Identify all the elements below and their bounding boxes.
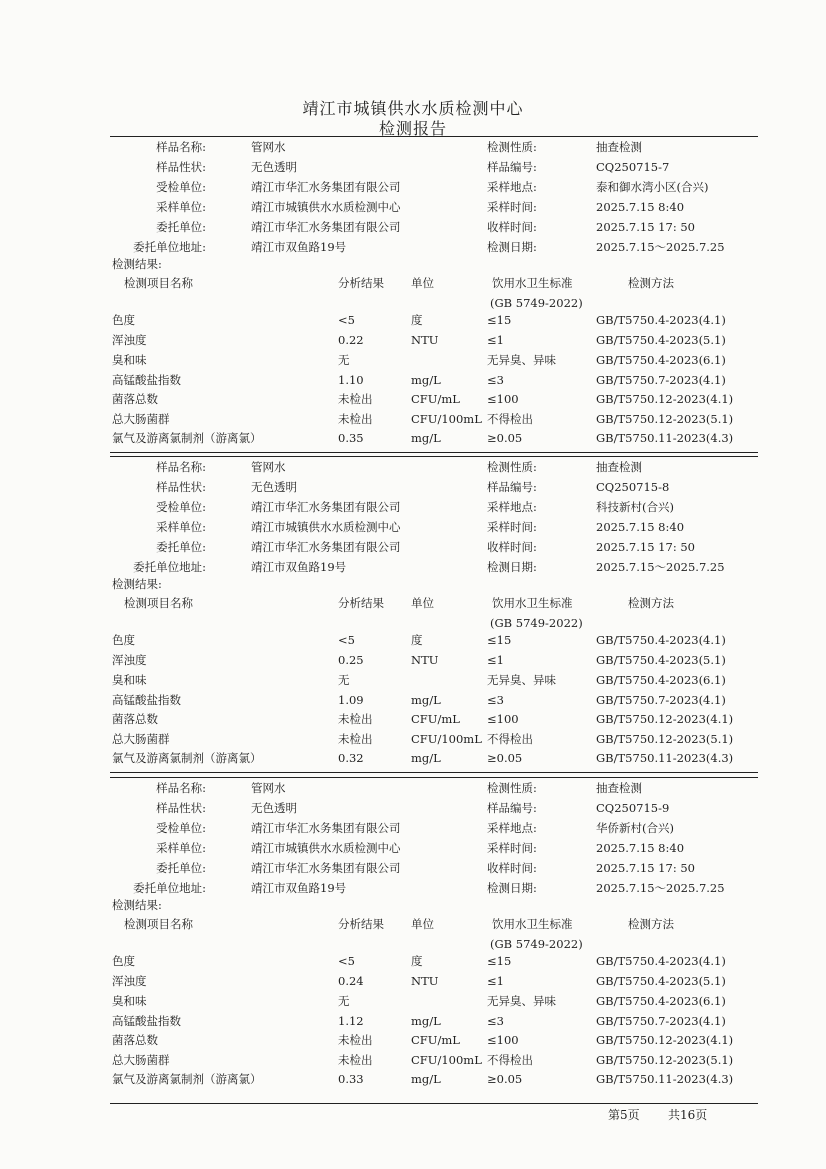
- field-value-sample-trait: 无色透明: [251, 160, 297, 174]
- column-header-unit: 单位: [411, 917, 434, 931]
- cell-item: 高锰酸盐指数: [112, 693, 181, 707]
- cell-method: GB/T5750.4-2023(5.1): [596, 974, 726, 988]
- field-label-inspected-unit: 受检单位:: [156, 500, 206, 514]
- cell-method: GB/T5750.12-2023(5.1): [596, 1053, 734, 1067]
- report-doc-title: 检测报告: [378, 119, 447, 138]
- field-value-sampling-time: 2025.7.15 8:40: [596, 520, 685, 534]
- column-header-standard-sub: (GB 5749-2022): [490, 296, 583, 310]
- page-total: 共16页: [668, 1108, 708, 1122]
- cell-result: 无: [338, 673, 350, 687]
- cell-item: 高锰酸盐指数: [112, 1014, 181, 1028]
- field-label-sample-no: 样品编号:: [487, 480, 537, 494]
- field-label-sample-name: 样品名称:: [156, 460, 206, 474]
- field-label-sample-trait: 样品性状:: [156, 801, 206, 815]
- column-header-standard: 饮用水卫生标准: [492, 917, 573, 931]
- cell-standard: ≥0.05: [487, 431, 523, 445]
- cell-result: 未检出: [338, 392, 373, 406]
- cell-method: GB/T5750.11-2023(4.3): [596, 751, 734, 765]
- field-label-client-address: 委托单位地址:: [133, 240, 206, 254]
- field-value-client-unit: 靖江市华汇水务集团有限公司: [251, 861, 401, 875]
- field-label-test-nature: 检测性质:: [487, 140, 537, 154]
- cell-unit: NTU: [411, 653, 439, 667]
- column-header-method: 检测方法: [628, 917, 674, 931]
- cell-standard: 无异臭、异味: [487, 673, 556, 687]
- field-label-test-date: 检测日期:: [487, 240, 537, 254]
- field-value-receive-time: 2025.7.15 17: 50: [596, 220, 695, 234]
- cell-result: 未检出: [338, 1053, 373, 1067]
- cell-result: 未检出: [338, 732, 373, 746]
- cell-unit: 度: [411, 954, 423, 968]
- cell-method: GB/T5750.11-2023(4.3): [596, 431, 734, 445]
- cell-item: 浑浊度: [112, 333, 147, 347]
- field-label-client-address: 委托单位地址:: [133, 881, 206, 895]
- column-header-method: 检测方法: [628, 596, 674, 610]
- field-value-test-nature: 抽查检测: [596, 140, 642, 154]
- cell-result: 未检出: [338, 412, 373, 426]
- cell-result: 1.09: [338, 693, 364, 707]
- column-header-result: 分析结果: [338, 276, 384, 290]
- cell-item: 菌落总数: [112, 392, 158, 406]
- column-header-standard-sub: (GB 5749-2022): [490, 937, 583, 951]
- field-label-test-nature: 检测性质:: [487, 460, 537, 474]
- cell-result: <5: [338, 633, 355, 647]
- cell-item: 色度: [112, 313, 135, 327]
- cell-result: 1.10: [338, 373, 364, 387]
- column-header-item: 检测项目名称: [124, 276, 193, 290]
- field-value-sample-no: CQ250715-8: [596, 480, 670, 494]
- report-org-title: 靖江市城镇供水水质检测中心: [302, 99, 524, 118]
- cell-item: 氯气及游离氯制剂（游离氯）: [112, 1072, 262, 1086]
- field-value-sample-no: CQ250715-9: [596, 801, 670, 815]
- field-label-sample-name: 样品名称:: [156, 781, 206, 795]
- field-label-client-address: 委托单位地址:: [133, 560, 206, 574]
- cell-standard: ≤3: [487, 373, 504, 387]
- column-header-unit: 单位: [411, 276, 434, 290]
- cell-method: GB/T5750.11-2023(4.3): [596, 1072, 734, 1086]
- cell-unit: CFU/100mL: [411, 1053, 482, 1067]
- cell-unit: CFU/mL: [411, 712, 460, 726]
- cell-standard: ≤1: [487, 333, 504, 347]
- field-label-sampling-unit: 采样单位:: [156, 200, 206, 214]
- field-label-sampling-place: 采样地点:: [487, 500, 537, 514]
- field-value-sampling-unit: 靖江市城镇供水水质检测中心: [251, 841, 401, 855]
- section-divider: [110, 456, 758, 457]
- field-value-sample-name: 管网水: [251, 140, 286, 154]
- field-value-inspected-unit: 靖江市华汇水务集团有限公司: [251, 180, 401, 194]
- cell-result: 0.25: [338, 653, 364, 667]
- field-label-test-date: 检测日期:: [487, 560, 537, 574]
- column-header-unit: 单位: [411, 596, 434, 610]
- cell-result: 0.35: [338, 431, 364, 445]
- field-value-inspected-unit: 靖江市华汇水务集团有限公司: [251, 821, 401, 835]
- cell-standard: ≤100: [487, 712, 519, 726]
- cell-result: 未检出: [338, 712, 373, 726]
- cell-unit: NTU: [411, 974, 439, 988]
- column-header-item: 检测项目名称: [124, 596, 193, 610]
- cell-method: GB/T5750.4-2023(4.1): [596, 313, 726, 327]
- field-value-sample-name: 管网水: [251, 460, 286, 474]
- cell-method: GB/T5750.4-2023(6.1): [596, 673, 726, 687]
- field-value-client-address: 靖江市双鱼路19号: [251, 560, 347, 574]
- field-label-sample-name: 样品名称:: [156, 140, 206, 154]
- cell-unit: CFU/100mL: [411, 732, 482, 746]
- cell-item: 浑浊度: [112, 653, 147, 667]
- field-label-sampling-time: 采样时间:: [487, 200, 537, 214]
- cell-standard: ≤1: [487, 653, 504, 667]
- field-value-receive-time: 2025.7.15 17: 50: [596, 540, 695, 554]
- cell-item: 总大肠菌群: [112, 412, 170, 426]
- section-divider: [110, 777, 758, 778]
- field-value-sampling-unit: 靖江市城镇供水水质检测中心: [251, 200, 401, 214]
- cell-item: 总大肠菌群: [112, 1053, 170, 1067]
- results-heading: 检测结果:: [112, 898, 162, 912]
- section-divider: [110, 452, 758, 453]
- field-label-test-nature: 检测性质:: [487, 781, 537, 795]
- column-header-method: 检测方法: [628, 276, 674, 290]
- cell-result: 0.24: [338, 974, 364, 988]
- cell-standard: ≤15: [487, 633, 512, 647]
- cell-standard: 无异臭、异味: [487, 994, 556, 1008]
- cell-method: GB/T5750.4-2023(4.1): [596, 633, 726, 647]
- column-header-result: 分析结果: [338, 596, 384, 610]
- results-heading: 检测结果:: [112, 577, 162, 591]
- cell-unit: CFU/mL: [411, 392, 460, 406]
- field-label-receive-time: 收样时间:: [487, 540, 537, 554]
- field-label-sampling-unit: 采样单位:: [156, 520, 206, 534]
- column-header-result: 分析结果: [338, 917, 384, 931]
- field-label-inspected-unit: 受检单位:: [156, 180, 206, 194]
- cell-standard: ≤1: [487, 974, 504, 988]
- cell-item: 氯气及游离氯制剂（游离氯）: [112, 751, 262, 765]
- field-label-sampling-place: 采样地点:: [487, 180, 537, 194]
- cell-unit: NTU: [411, 333, 439, 347]
- field-value-sample-name: 管网水: [251, 781, 286, 795]
- cell-standard: ≥0.05: [487, 751, 523, 765]
- field-value-sampling-place: 华侨新村(合兴): [596, 821, 674, 835]
- cell-method: GB/T5750.12-2023(4.1): [596, 1033, 734, 1047]
- cell-method: GB/T5750.12-2023(5.1): [596, 412, 734, 426]
- cell-item: 臭和味: [112, 673, 147, 687]
- cell-result: 0.32: [338, 751, 364, 765]
- field-value-client-address: 靖江市双鱼路19号: [251, 881, 347, 895]
- cell-method: GB/T5750.4-2023(6.1): [596, 353, 726, 367]
- cell-item: 菌落总数: [112, 712, 158, 726]
- field-value-test-nature: 抽查检测: [596, 781, 642, 795]
- cell-unit: mg/L: [411, 373, 441, 387]
- cell-unit: mg/L: [411, 431, 441, 445]
- cell-result: 无: [338, 994, 350, 1008]
- cell-result: 无: [338, 353, 350, 367]
- field-value-sampling-place: 科技新村(合兴): [596, 500, 674, 514]
- column-header-standard: 饮用水卫生标准: [492, 276, 573, 290]
- cell-method: GB/T5750.7-2023(4.1): [596, 1014, 726, 1028]
- cell-unit: 度: [411, 633, 423, 647]
- cell-method: GB/T5750.7-2023(4.1): [596, 373, 726, 387]
- cell-standard: 不得检出: [487, 1053, 533, 1067]
- cell-item: 高锰酸盐指数: [112, 373, 181, 387]
- field-label-inspected-unit: 受检单位:: [156, 821, 206, 835]
- field-value-test-date: 2025.7.15～2025.7.25: [596, 881, 725, 895]
- field-value-sample-trait: 无色透明: [251, 801, 297, 815]
- cell-result: <5: [338, 954, 355, 968]
- cell-item: 浑浊度: [112, 974, 147, 988]
- cell-item: 总大肠菌群: [112, 732, 170, 746]
- section-divider: [110, 772, 758, 773]
- field-label-receive-time: 收样时间:: [487, 220, 537, 234]
- cell-unit: mg/L: [411, 693, 441, 707]
- column-header-standard: 饮用水卫生标准: [492, 596, 573, 610]
- field-label-receive-time: 收样时间:: [487, 861, 537, 875]
- cell-item: 菌落总数: [112, 1033, 158, 1047]
- field-label-sampling-time: 采样时间:: [487, 520, 537, 534]
- field-label-client-unit: 委托单位:: [156, 861, 206, 875]
- field-value-sampling-place: 泰和御水湾小区(合兴): [596, 180, 709, 194]
- field-label-test-date: 检测日期:: [487, 881, 537, 895]
- cell-standard: ≤100: [487, 392, 519, 406]
- field-label-sample-no: 样品编号:: [487, 160, 537, 174]
- field-value-sampling-time: 2025.7.15 8:40: [596, 200, 685, 214]
- cell-unit: mg/L: [411, 1072, 441, 1086]
- cell-method: GB/T5750.4-2023(6.1): [596, 994, 726, 1008]
- cell-standard: ≤100: [487, 1033, 519, 1047]
- field-label-sampling-time: 采样时间:: [487, 841, 537, 855]
- field-label-sampling-unit: 采样单位:: [156, 841, 206, 855]
- cell-method: GB/T5750.12-2023(4.1): [596, 392, 734, 406]
- field-value-test-nature: 抽查检测: [596, 460, 642, 474]
- cell-method: GB/T5750.12-2023(4.1): [596, 712, 734, 726]
- field-value-sampling-time: 2025.7.15 8:40: [596, 841, 685, 855]
- results-heading: 检测结果:: [112, 257, 162, 271]
- field-value-inspected-unit: 靖江市华汇水务集团有限公司: [251, 500, 401, 514]
- cell-result: 未检出: [338, 1033, 373, 1047]
- field-value-client-unit: 靖江市华汇水务集团有限公司: [251, 540, 401, 554]
- cell-unit: CFU/mL: [411, 1033, 460, 1047]
- cell-standard: 不得检出: [487, 732, 533, 746]
- page-number: 第5页: [608, 1108, 640, 1122]
- field-value-client-unit: 靖江市华汇水务集团有限公司: [251, 220, 401, 234]
- cell-standard: 无异臭、异味: [487, 353, 556, 367]
- field-value-sample-no: CQ250715-7: [596, 160, 670, 174]
- cell-method: GB/T5750.7-2023(4.1): [596, 693, 726, 707]
- field-value-receive-time: 2025.7.15 17: 50: [596, 861, 695, 875]
- cell-unit: CFU/100mL: [411, 412, 482, 426]
- cell-unit: 度: [411, 313, 423, 327]
- footer-divider: [110, 1103, 758, 1104]
- section-divider: [110, 136, 758, 137]
- cell-unit: mg/L: [411, 751, 441, 765]
- field-value-sample-trait: 无色透明: [251, 480, 297, 494]
- cell-item: 氯气及游离氯制剂（游离氯）: [112, 431, 262, 445]
- cell-standard: ≥0.05: [487, 1072, 523, 1086]
- cell-item: 色度: [112, 633, 135, 647]
- field-label-sample-no: 样品编号:: [487, 801, 537, 815]
- column-header-item: 检测项目名称: [124, 917, 193, 931]
- field-label-sample-trait: 样品性状:: [156, 480, 206, 494]
- cell-unit: mg/L: [411, 1014, 441, 1028]
- cell-standard: 不得检出: [487, 412, 533, 426]
- field-label-sampling-place: 采样地点:: [487, 821, 537, 835]
- field-value-client-address: 靖江市双鱼路19号: [251, 240, 347, 254]
- cell-item: 色度: [112, 954, 135, 968]
- field-value-test-date: 2025.7.15～2025.7.25: [596, 560, 725, 574]
- cell-result: 0.33: [338, 1072, 364, 1086]
- cell-method: GB/T5750.4-2023(4.1): [596, 954, 726, 968]
- cell-method: GB/T5750.4-2023(5.1): [596, 333, 726, 347]
- field-label-client-unit: 委托单位:: [156, 540, 206, 554]
- field-value-sampling-unit: 靖江市城镇供水水质检测中心: [251, 520, 401, 534]
- cell-method: GB/T5750.12-2023(5.1): [596, 732, 734, 746]
- cell-standard: ≤3: [487, 693, 504, 707]
- cell-item: 臭和味: [112, 353, 147, 367]
- cell-item: 臭和味: [112, 994, 147, 1008]
- cell-standard: ≤15: [487, 954, 512, 968]
- field-value-test-date: 2025.7.15～2025.7.25: [596, 240, 725, 254]
- column-header-standard-sub: (GB 5749-2022): [490, 616, 583, 630]
- field-label-client-unit: 委托单位:: [156, 220, 206, 234]
- cell-standard: ≤3: [487, 1014, 504, 1028]
- field-label-sample-trait: 样品性状:: [156, 160, 206, 174]
- cell-standard: ≤15: [487, 313, 512, 327]
- cell-result: 1.12: [338, 1014, 364, 1028]
- cell-method: GB/T5750.4-2023(5.1): [596, 653, 726, 667]
- cell-result: <5: [338, 313, 355, 327]
- cell-result: 0.22: [338, 333, 364, 347]
